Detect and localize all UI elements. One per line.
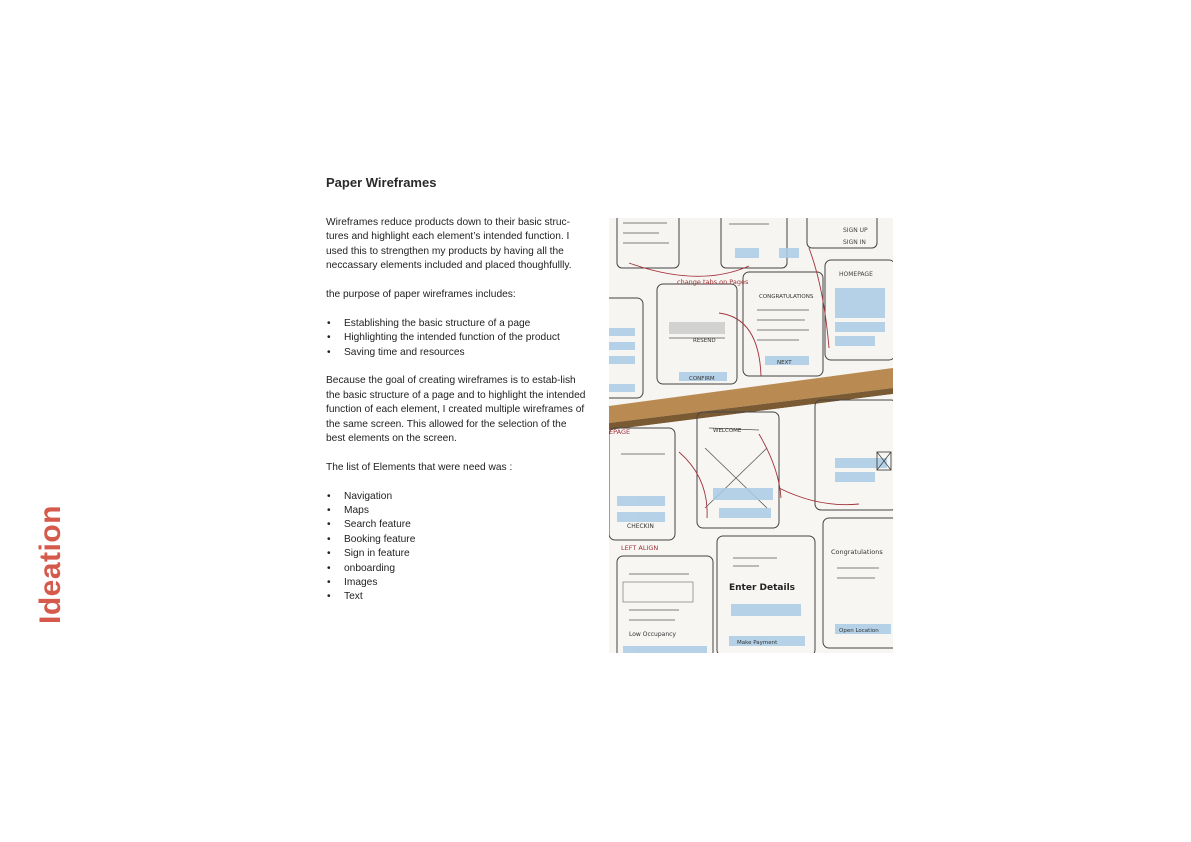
label-enter-details: Enter Details bbox=[729, 583, 796, 593]
label-congratulations: Congratulations bbox=[831, 548, 883, 556]
purpose-intro: the purpose of paper wireframes includes: bbox=[326, 289, 516, 301]
label-sign-in: SIGN IN bbox=[843, 239, 866, 246]
annotation-left-align: LEFT ALIGN bbox=[621, 544, 659, 552]
list-item: • onboarding bbox=[326, 562, 588, 576]
list-item: • Sign in feature bbox=[326, 547, 588, 561]
list-item: • Booking feature bbox=[326, 533, 588, 547]
annotation-change-tabs: change tabs on Pages bbox=[677, 278, 749, 286]
list-item: • Navigation bbox=[326, 490, 588, 504]
elements-intro: The list of Elements that were need was : bbox=[326, 461, 513, 473]
list-item: • Search feature bbox=[326, 518, 588, 532]
wireframe-sketches-photo bbox=[609, 218, 893, 653]
purpose-list bbox=[326, 317, 588, 360]
label-next: NEXT bbox=[777, 360, 792, 366]
label-open-location: Open Location bbox=[839, 628, 879, 634]
elements-list bbox=[326, 490, 588, 605]
section-side-label: Ideation bbox=[34, 504, 67, 624]
list-item: • Text bbox=[326, 590, 588, 604]
label-resend: RESEND bbox=[693, 338, 716, 344]
page-title: Paper Wireframes bbox=[326, 175, 437, 190]
list-item: • Establishing the basic structure of a page bbox=[326, 317, 588, 331]
list-item: • Maps bbox=[326, 504, 588, 518]
intro-paragraph: Wireframes reduce products down to their basic struc-tures and highlight each element’s intended function. I used this to strengthen my products by having all the neccassary elements included and placed thoughfullly. bbox=[326, 217, 572, 272]
label-make-payment: Make Payment bbox=[737, 640, 778, 646]
label-low-occupancy: Low Occupancy bbox=[629, 631, 676, 638]
body-text bbox=[326, 216, 588, 619]
list-item: • Saving time and resources bbox=[326, 346, 588, 360]
goal-paragraph: Because the goal of creating wireframes is to estab-lish the basic structure of a page and to highlight the intended function of each element, I created multiple wireframes of the same screen. This allowed for the selection of the best elements on the screen. bbox=[326, 375, 586, 445]
label-homepage-top: HOMEPAGE bbox=[839, 271, 873, 278]
list-item: • Images bbox=[326, 576, 588, 590]
label-congrats-top: CONGRATULATIONS bbox=[759, 294, 814, 300]
label-sign-up: SIGN UP bbox=[843, 227, 868, 234]
label-confirm: CONFIRM bbox=[689, 376, 715, 382]
label-welcome: WELCOME bbox=[713, 428, 742, 434]
label-checkin: CHECKIN bbox=[627, 523, 654, 530]
list-item: • Highlighting the intended function of the product bbox=[326, 331, 588, 345]
annotation-page: EPAGE bbox=[609, 428, 631, 436]
